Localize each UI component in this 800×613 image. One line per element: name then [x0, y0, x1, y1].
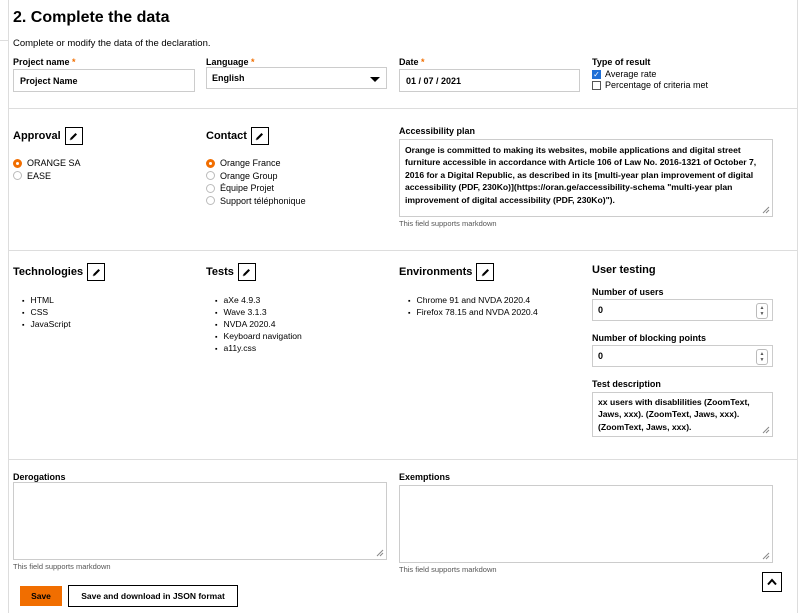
- approval-heading: Approval: [13, 127, 83, 145]
- left-divider: [0, 40, 8, 41]
- spinner-arrows-icon[interactable]: ▲ ▼: [756, 349, 768, 365]
- tests-list: [215, 295, 302, 355]
- contact-option-support[interactable]: Support téléphonique: [206, 195, 306, 208]
- date-input[interactable]: 01 / 07 / 2021: [399, 69, 580, 92]
- resize-grip-icon: [762, 552, 770, 560]
- save-button[interactable]: Save: [20, 586, 62, 606]
- derogations-textarea[interactable]: [13, 482, 387, 560]
- project-name-label: Project name *: [13, 57, 76, 67]
- checkbox-empty-icon: [592, 81, 601, 90]
- exemptions-textarea[interactable]: [399, 485, 773, 563]
- approval-radio-group: [13, 157, 81, 182]
- accessibility-plan-label: Accessibility plan: [399, 126, 476, 136]
- list-item: ▪ JavaScript: [22, 319, 71, 331]
- contact-option-orange-france[interactable]: Orange France: [206, 157, 306, 170]
- date-label: Date *: [399, 57, 425, 67]
- tests-heading: Tests: [206, 263, 256, 281]
- section-divider: [9, 459, 797, 460]
- test-description-label: Test description: [592, 379, 661, 389]
- edit-tests-button[interactable]: [238, 263, 256, 281]
- user-testing-heading: User testing: [592, 264, 656, 276]
- accessibility-plan-textarea[interactable]: Orange is committed to making its websites, mobile applications and digital street furniture accessible in accordance with Article 106 of Law No. 2016-1321 of October 7, 2016 for a Digital Republic, as described in its [multi-year plan improvement of digital accessibility (PDF, 230Ko)](https://oran.ge/accessibility-schema "multi-year plan improvement of digital accessibility (PDF, 230Ko)").: [399, 139, 773, 217]
- resize-grip-icon: [376, 549, 384, 557]
- accessibility-plan-hint: This field supports markdown: [399, 219, 497, 228]
- page-title: 2. Complete the data: [13, 9, 170, 26]
- page-intro: Complete or modify the data of the declaration.: [13, 38, 211, 49]
- pencil-icon: [91, 267, 102, 278]
- edit-approval-button[interactable]: [65, 127, 83, 145]
- technologies-heading: Technologies: [13, 263, 105, 281]
- contact-radio-group: [206, 157, 306, 207]
- radio-selected-icon: [206, 159, 215, 168]
- list-item: ▪ CSS: [22, 307, 71, 319]
- resize-grip-icon: [762, 206, 770, 214]
- list-item: ▪ a11y.css: [215, 343, 302, 355]
- list-item: ▪ Chrome 91 and NVDA 2020.4: [408, 295, 538, 307]
- chevron-up-icon: [767, 578, 777, 586]
- environments-heading: Environments: [399, 263, 494, 281]
- pencil-icon: [241, 267, 252, 278]
- radio-empty-icon: [206, 171, 215, 180]
- blocking-points-input[interactable]: 0 ▲ ▼: [592, 345, 773, 367]
- radio-selected-icon: [13, 159, 22, 168]
- test-description-textarea[interactable]: xx users with disablilities (ZoomText, Jaws, xxx). (ZoomText, Jaws, xxx). (ZoomText, Jaws, xxx).: [592, 392, 773, 437]
- number-of-users-label: Number of users: [592, 287, 664, 297]
- radio-empty-icon: [206, 196, 215, 205]
- contact-option-equipe-projet[interactable]: Équipe Projet: [206, 182, 306, 195]
- project-name-input[interactable]: Project Name: [13, 69, 195, 92]
- contact-option-orange-group[interactable]: Orange Group: [206, 170, 306, 183]
- checkbox-checked-icon: ✓: [593, 69, 600, 79]
- contact-heading: Contact: [206, 127, 269, 145]
- pencil-icon: [254, 131, 265, 142]
- exemptions-label: Exemptions: [399, 472, 451, 482]
- list-item: ▪ Wave 3.1.3: [215, 307, 302, 319]
- save-json-button[interactable]: Save and download in JSON format: [68, 585, 238, 607]
- number-of-users-input[interactable]: 0 ▲ ▼: [592, 299, 773, 321]
- edit-technologies-button[interactable]: [87, 263, 105, 281]
- pencil-icon: [480, 267, 491, 278]
- list-item: ▪ Keyboard navigation: [215, 331, 302, 343]
- resize-grip-icon: [762, 426, 770, 434]
- percentage-criteria-checkbox[interactable]: Percentage of criteria met: [592, 80, 708, 90]
- radio-empty-icon: [206, 184, 215, 193]
- section-divider: [9, 108, 797, 109]
- list-item: ▪ HTML: [22, 295, 71, 307]
- chevron-down-icon: [370, 77, 380, 82]
- blocking-points-label: Number of blocking points: [592, 333, 706, 343]
- derogations-hint: This field supports markdown: [13, 562, 111, 571]
- language-label: Language *: [206, 57, 255, 67]
- list-item: ▪ NVDA 2020.4: [215, 319, 302, 331]
- pencil-icon: [68, 131, 79, 142]
- edit-environments-button[interactable]: [476, 263, 494, 281]
- derogations-label: Derogations: [13, 472, 66, 482]
- radio-empty-icon: [13, 171, 22, 180]
- spinner-arrows-icon[interactable]: ▲ ▼: [756, 303, 768, 319]
- language-select[interactable]: English: [206, 67, 387, 89]
- section-divider: [9, 250, 797, 251]
- approval-option-ease[interactable]: EASE: [13, 170, 81, 183]
- exemptions-hint: This field supports markdown: [399, 565, 497, 574]
- edit-contact-button[interactable]: [251, 127, 269, 145]
- approval-option-orange-sa[interactable]: ORANGE SA: [13, 157, 81, 170]
- list-item: ▪ Firefox 78.15 and NVDA 2020.4: [408, 307, 538, 319]
- technologies-list: [22, 295, 71, 331]
- list-item: ▪ aXe 4.9.3: [215, 295, 302, 307]
- environments-list: [408, 295, 538, 319]
- back-to-top-button[interactable]: [762, 572, 782, 592]
- type-of-result-label: Type of result: [592, 57, 651, 67]
- average-rate-checkbox[interactable]: ✓ Average rate: [593, 69, 657, 79]
